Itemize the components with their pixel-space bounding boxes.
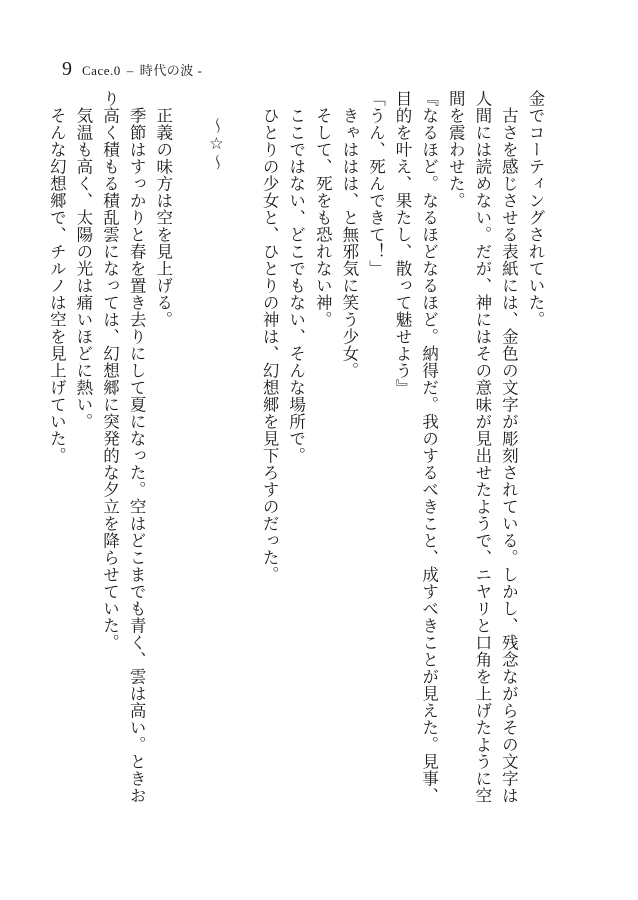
chapter-title: 時代の波 - <box>139 63 203 78</box>
text-line: 目的を叶え、果たし、散って魅せよう』 <box>393 90 413 396</box>
text-line: そして、死をも恐れない神。 <box>313 90 333 328</box>
page-number: 9 <box>62 58 72 80</box>
text-line: 人間には読めない。だが、神にはその意味が見出せたようで、ニヤリと口角を上げたように空 <box>472 90 492 804</box>
book-title: Cace.0 <box>82 63 121 78</box>
text-line: 古さを感じさせる表紙には、金色の文字が彫刻されている。しかし、残念ながらその文字は <box>499 90 519 804</box>
text-line: きゃははは、と無邪気に笑う少女。 <box>339 90 359 379</box>
text-line: 間を震わせた。 <box>446 90 466 209</box>
running-head <box>82 60 202 79</box>
text-line: 気温も高く、太陽の光は痛いほどに熱い。 <box>73 90 93 430</box>
text-line: 正義の味方は空を見上げる。 <box>153 90 173 328</box>
scene-break-ornament: ～☆～ <box>206 99 226 171</box>
text-line: 「うん、死んできて！」 <box>366 90 386 277</box>
text-line: 季節はすっかりと春を置き去りにして夏になった。空はどこまでも青く、雲は高い。ときお <box>127 90 147 804</box>
text-line: そんな幻想郷で、チルノは空を見上げていた。 <box>47 90 67 464</box>
text-line: ここではない、どこでもない、そんな場所で。 <box>286 90 306 464</box>
blank-line <box>229 90 256 860</box>
vertical-body-text <box>43 90 548 860</box>
text-line: ひとりの少女と、ひとりの神は、幻想郷を見下ろすのだった。 <box>260 90 280 583</box>
text-line: 『なるほど。なるほどなるほど。納得だ。我のするべきこと、成すべきことが見えた。見事、 <box>419 90 439 804</box>
text-line: り高く積もる積乱雲になっては、幻想郷に突発的な夕立を降らせていた。 <box>100 90 120 651</box>
header-separator: – <box>126 63 134 78</box>
text-line: 金でコーティングされていた。 <box>526 90 545 328</box>
page-header <box>62 58 202 80</box>
blank-line <box>176 90 203 860</box>
